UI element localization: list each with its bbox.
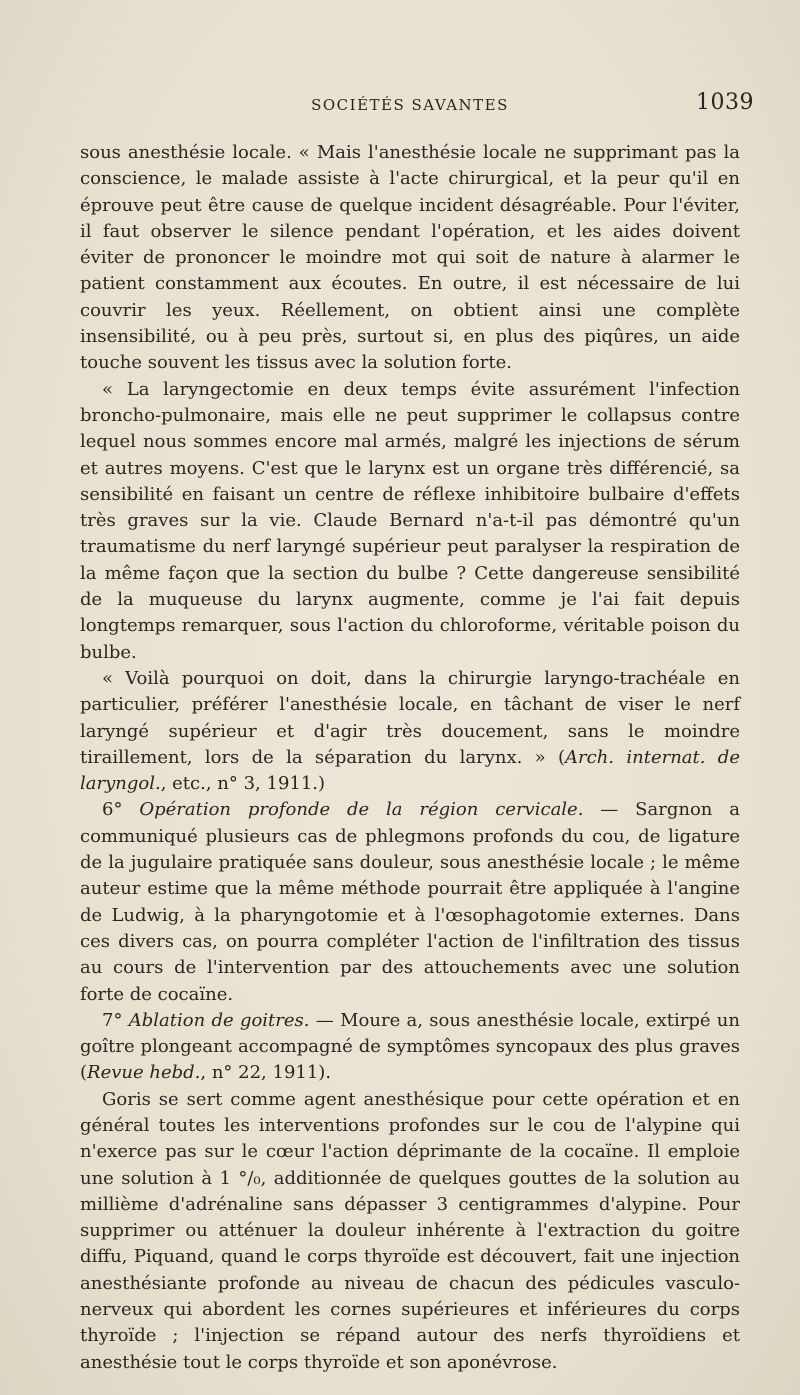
paragraph-6 <box>80 1087 740 1376</box>
paragraph-4 <box>80 797 740 1007</box>
section-7-number: 7° <box>102 1009 129 1031</box>
section-7-text-end: , n° 22, 1911). <box>200 1062 332 1084</box>
paragraph-3 <box>80 666 740 797</box>
paragraph-3-text-start: « Voilà pourquoi on doit, dans la chirurgie laryngo-trachéale en particulier, préférer l'anesthésie locale, en tâchant de viser le nerf laryngé supérieur et d'agir très doucement, sans le moindre tiraillement, lors de la séparation du larynx. » ( <box>80 667 740 768</box>
paragraph-2 <box>80 377 740 666</box>
paragraph-2-text: « La laryngectomie en deux temps évite assurément l'infection broncho-pulmonaire, mais elle ne peut supprimer le collapsus contre lequel nous sommes encore mal armés, malgré les injections de sérum et autres moyens. C'est que le larynx est un organe très différencié, sa sensibilité en faisant un centre de réflexe inhibitoire bulbaire d'effets très graves sur la vie. Claude Bernard n'a-t-il pas démontré qu'un traumatisme du nerf laryngé supérieur peut paralyser la respiration de la même façon que la section du bulbe ? Cette dangereuse sensibilité de la muqueuse du larynx augmente, comme je l'ai fait depuis longtemps remarquer, sous l'action du chloroforme, véritable poison du bulbe. <box>80 378 740 663</box>
section-7-heading: Ablation de goitres. <box>128 1009 310 1031</box>
paragraph-5 <box>80 1008 740 1087</box>
body-text <box>80 140 740 1376</box>
paragraph-3-text-end: , etc., n° 3, 1911.) <box>160 773 326 795</box>
page-number: 1039 <box>696 90 754 115</box>
section-7-text: — Moure a, sous anesthésie locale, extirpé un goître plongeant accompagné de symptômes syncopaux des plus graves ( <box>80 1009 740 1084</box>
paragraph-1 <box>80 140 740 377</box>
section-6-text: — Sargnon a communiqué plusieurs cas de phlegmons profonds du cou, de ligature de la jugulaire pratiquée sans douleur, sous anesthésie locale ; le même auteur estime que la même méthode pourrait être appliquée à l'angine de Ludwig, à la pharyngotomie et à l'œsophagotomie externes. Dans ces divers cas, on pourra compléter l'action de l'infiltration des tissus au cours de l'intervention par des attouchements avec une solution forte de cocaïne. <box>80 799 740 1005</box>
section-6-number: 6° <box>102 799 140 821</box>
paragraph-6-text: Goris se sert comme agent anesthésique pour cette opération et en général toutes les interventions profondes sur le cou de l'alypine qui n'exerce pas sur le cœur l'action déprimante de la cocaïne. Il emploie une solution à 1 °/₀, additionnée de quelques gouttes de la solution au millième d'adrénaline sans dépasser 3 centigrammes d'alypine. Pour supprimer ou atténuer la douleur inhérente à l'extraction du goitre diffu, Piquand, quand le corps thyroïde est découvert, fait une injection anesthésiante profonde au niveau de chacun des pédicules vasculo-nerveux qui abordent les cornes supérieures et inférieures du corps thyroïde ; l'injection se répand autour des nerfs thyroïdiens et anesthésie tout le corps thyroïde et son aponévrose. <box>80 1088 740 1373</box>
citation-journal: Arch. internat. de laryngol. <box>80 746 740 795</box>
running-head <box>80 90 754 120</box>
paragraph-1-text: sous anesthésie locale. « Mais l'anesthésie locale ne supprimant pas la conscience, le malade assiste à l'acte chirurgical, et la peur qu'il en éprouve peut être cause de quelque incident désagréable. Pour l'éviter, il faut observer le silence pendant l'opération, et les aides doivent éviter de prononcer le moindre mot qui soit de nature à alarmer le patient constamment aux écoutes. En outre, il est nécessaire de lui couvrir les yeux. Réellement, on obtient ainsi une complète insensibilité, ou à peu près, surtout si, en plus des piqûres, un aide touche souvent les tissus avec la solution forte. <box>80 142 740 374</box>
citation-revue: Revue hebd. <box>87 1062 201 1084</box>
section-6-heading: Opération profonde de la région cervicale. <box>139 799 584 821</box>
running-title: SOCIÉTÉS SAVANTES <box>311 96 509 114</box>
